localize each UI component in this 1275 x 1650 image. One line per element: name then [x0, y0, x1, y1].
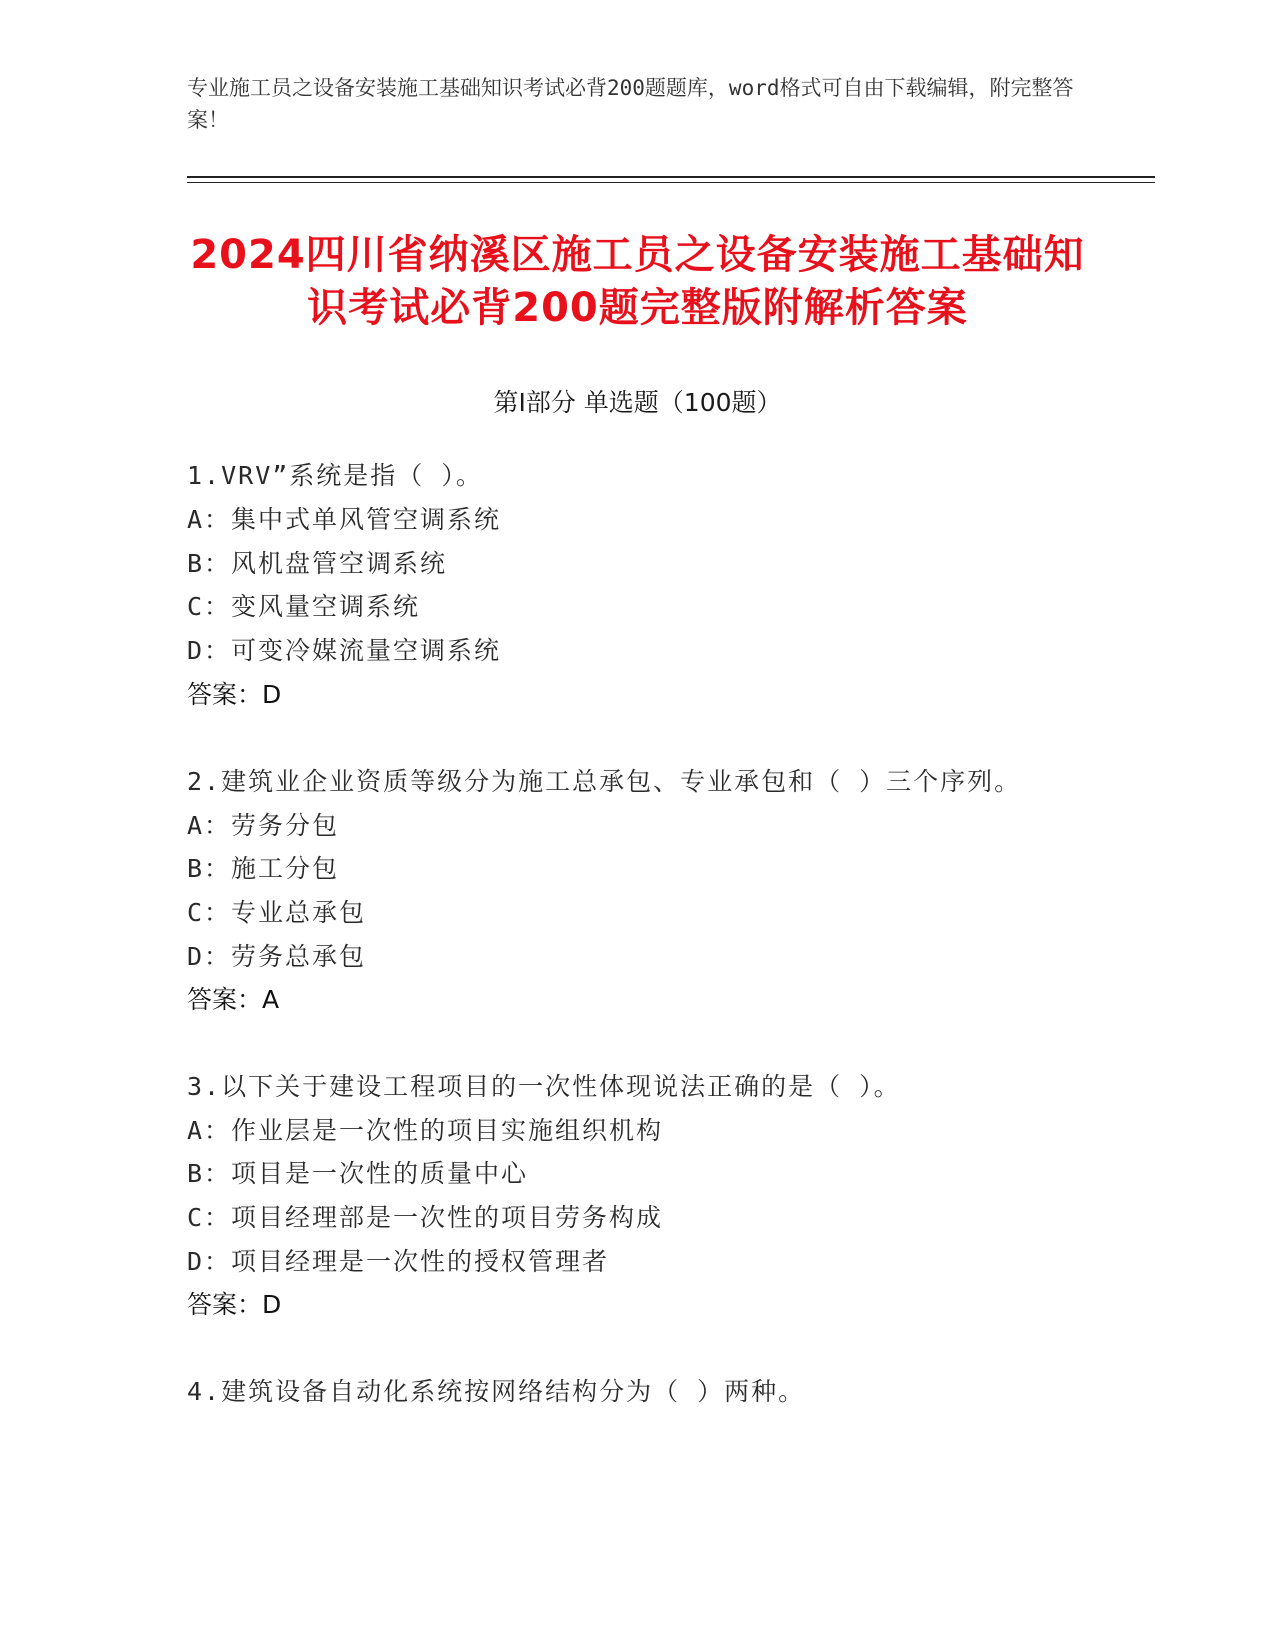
- question-stem: 1.VRV”系统是指（ ）。: [187, 461, 483, 490]
- question-option: D：可变冷媒流量空调系统: [187, 636, 502, 665]
- question-stem: 3.以下关于建设工程项目的一次性体现说法正确的是（ ）。: [187, 1072, 901, 1101]
- question-answer: 答案：D: [187, 680, 282, 709]
- question-option: C：专业总承包: [187, 898, 367, 927]
- question-option: B：施工分包: [187, 854, 340, 883]
- question-option: A：劳务分包: [187, 811, 340, 840]
- question-option: D：项目经理是一次性的授权管理者: [187, 1247, 610, 1276]
- question-stem: 4.建筑设备自动化系统按网络结构分为（ ）两种。: [187, 1377, 806, 1406]
- question-stem: 2.建筑业企业资质等级分为施工总承包、专业承包和（ ）三个序列。: [187, 767, 1022, 796]
- question-option: A：作业层是一次性的项目实施组织机构: [187, 1116, 664, 1145]
- question-option: B：项目是一次性的质量中心: [187, 1159, 529, 1188]
- question-option: D：劳务总承包: [187, 942, 367, 971]
- question-option: B：风机盘管空调系统: [187, 549, 448, 578]
- question-option: A：集中式单风管空调系统: [187, 505, 502, 534]
- question-answer: 答案：D: [187, 1290, 282, 1319]
- section-title: 第Ⅰ部分 单选题（100题）: [493, 388, 782, 417]
- question-option: C：变风量空调系统: [187, 592, 421, 621]
- question-answer: 答案：A: [187, 985, 280, 1014]
- header-note: 专业施工员之设备安装施工基础知识考试必背200题题库，word格式可自由下载编辑，附完整答案！: [187, 76, 1074, 132]
- header-divider-thick: [187, 176, 1155, 178]
- header-divider-thin: [187, 182, 1155, 183]
- question-option: C：项目经理部是一次性的项目劳务构成: [187, 1203, 664, 1232]
- document-title: 2024四川省纳溪区施工员之设备安装施工基础知识考试必背200题完整版附解析答案: [190, 232, 1085, 331]
